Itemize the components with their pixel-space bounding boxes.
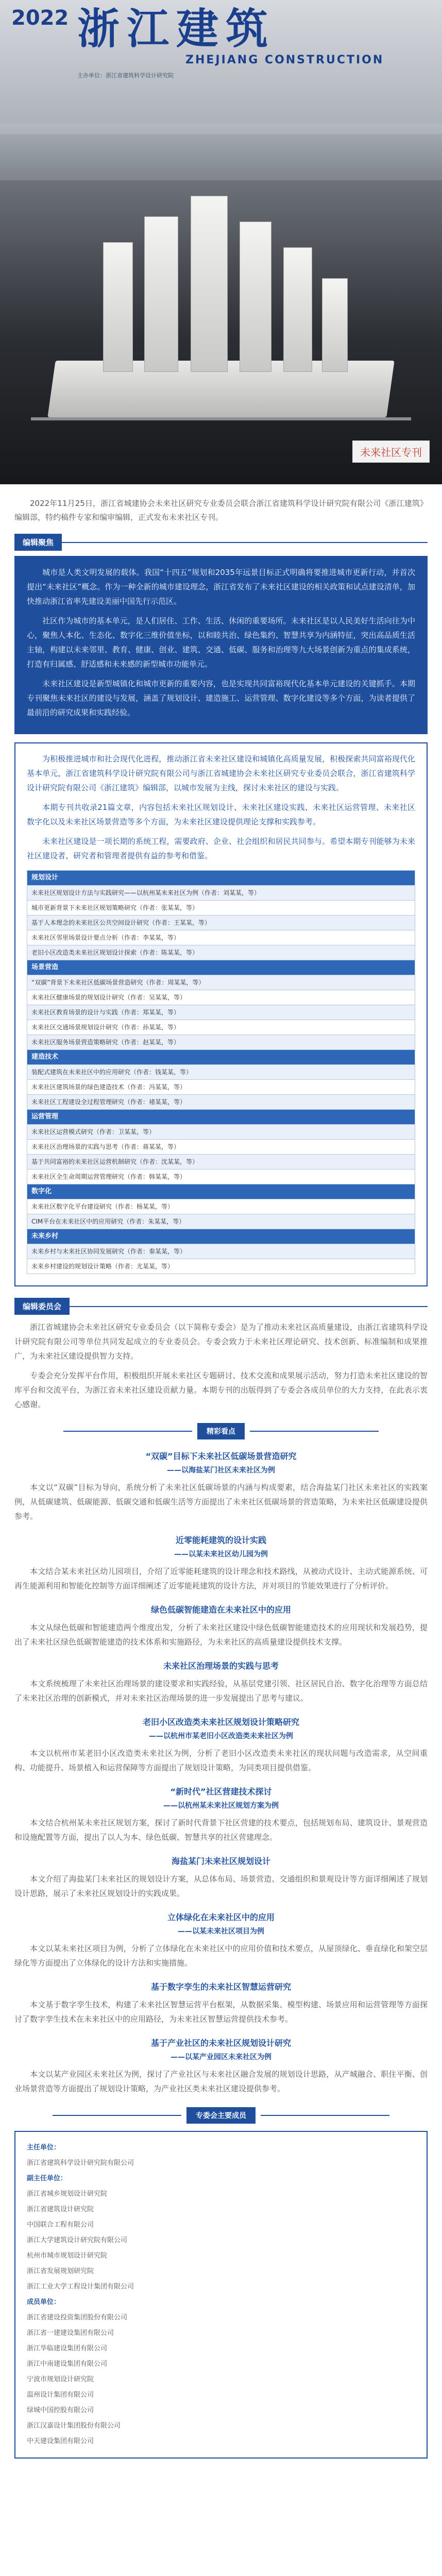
toc-item-row — [27, 990, 415, 1005]
toc-item: 基于人本理念的未来社区公共空间设计研究（作者：王某某，等） — [27, 916, 415, 930]
toc-item: “双碳”背景下未来社区低碳场景营造研究（作者：周某某，等） — [27, 975, 415, 990]
article-summary: 本文以某未来社区项目为例，分析了立体绿化在未来社区中的应用价值和技术要点，从屋顶绿化、垂直绿化和架空层绿化等方面提出了立体绿化的设计方法和实施措施。 — [14, 1944, 428, 1968]
toc-item-row — [27, 1214, 415, 1229]
article-title: “双碳”目标下未来社区低碳场景营造研究 — [145, 1451, 297, 1461]
member-unit-line: 浙江省建筑设计研究院 — [27, 2206, 94, 2213]
model-tower — [283, 247, 312, 372]
toc-item: 未来社区交通场景规划设计研究（作者：孙某某，等） — [27, 1020, 415, 1035]
divider-line — [250, 1431, 379, 1432]
toc-group-name: 未来乡村 — [27, 1229, 415, 1244]
toc-group-name: 运营管理 — [27, 1110, 415, 1125]
model-tower — [144, 216, 178, 372]
member-units-title: 主任单位： — [27, 2144, 61, 2151]
article-title: 绿色低碳智能建造在未来社区中的应用 — [150, 1605, 291, 1615]
toc-item: 未来社区邻里场景设计要点分析（作者：李某某，等） — [27, 930, 415, 945]
toc-body — [27, 871, 415, 1274]
preface-paragraph: 未来社区建设是一项长期的系统工程，需要政府、企业、社会组织和居民共同参与。希望本期专刊能够为未来社区建设者、研究者和管理者提供有益的参考和借鉴。 — [27, 837, 415, 860]
toc-group-row — [27, 1229, 415, 1244]
member-unit-line: 浙江省城乡规划设计研究院 — [27, 2190, 108, 2198]
toc-item-row — [27, 1065, 415, 1080]
special-issue-tag: 未来社区专刊 — [352, 440, 430, 463]
toc-item: 未来社区建筑场景的绿色建造技术（作者：冯某某，等） — [27, 1080, 415, 1095]
member-unit-line: 浙江省一建建设集团有限公司 — [27, 2329, 114, 2337]
member-unit-line: 浙江汉嘉设计集团股份有限公司 — [27, 2422, 121, 2430]
member-unit-line: 绿城中国控股有限公司 — [27, 2406, 94, 2414]
toc-item-row — [27, 1035, 415, 1050]
article-summary: 本文结合某未来社区幼儿园项目，介绍了近零能耗建筑的设计理念和技术路线，从被动式设计、主动式能源系统、可再生能源利用和智能化控制等方面详细阐述了近零能耗建筑的设计方法，并对项目的节能效果进行了分析评价。 — [14, 1567, 428, 1590]
article-title: 基于产业社区的未来社区规划设计研究 — [150, 2038, 291, 2048]
toc-item: 未来社区治理场景的实践与思考（作者：蒋某某，等） — [27, 1140, 415, 1155]
article-title: 海盐某门未来社区规划设计 — [171, 1856, 270, 1866]
intro-paragraph: 2022年11月25日，浙江省城建协会未来社区研究专业委员会联合浙江省建筑科学设计研究院有限公司《浙江建筑》编辑部，特约稿件专家和编审编辑，正式发布未来社区专刊。 — [14, 499, 428, 522]
article-summary: 本文结合杭州某未来社区规划方案，探讨了新时代背景下社区营建的技术要点，包括规划布局、建筑设计、景观营造和设施配置等方面，提出了以人为本、绿色低碳、智慧共享的社区营建理念。 — [14, 1818, 428, 1842]
table-of-contents — [27, 870, 415, 1274]
toc-group-row — [27, 1110, 415, 1125]
toc-item: 装配式建筑在未来社区中的应用研究（作者：钱某某，等） — [27, 1065, 415, 1080]
model-tower — [103, 242, 133, 372]
member-unit-line: 浙江省发展规划研究院 — [27, 2267, 94, 2275]
toc-item-row — [27, 930, 415, 945]
article-title: 未来社区治理场景的实践与思考 — [163, 1661, 279, 1671]
member-unit-line: 成员单位： — [27, 2298, 61, 2306]
magazine-subtitle: ZHEJIANG CONSTRUCTION — [185, 54, 384, 66]
editor-focus-box — [14, 556, 428, 734]
toc-group-row — [27, 1050, 415, 1065]
member-unit-line: 温州设计集团有限公司 — [27, 2391, 94, 2399]
toc-item-row — [27, 1080, 415, 1095]
member-unit-line: 中国联合工程有限公司 — [27, 2221, 94, 2229]
toc-item: 未来社区教育场景的设计与实践（作者：郑某某，等） — [27, 1005, 415, 1020]
preface-paragraph: 本期专刊共收录21篇文章，内容包括未来社区规划设计、未来社区建设实践、未来社区运营管理、未来社区数字化以及未来社区场景营造等多个方面，为未来社区建设提供理论支撑和实践参考。 — [27, 803, 415, 826]
section-header-editor-focus — [14, 534, 428, 551]
member-unit-line: 副主任单位： — [27, 2175, 67, 2182]
toc-item: 未来社区工程建设全过程管理研究（作者：褚某某，等） — [27, 1095, 415, 1110]
section-rule — [70, 1306, 428, 1307]
content-wrap — [0, 497, 442, 2469]
toc-item-row — [27, 1244, 415, 1259]
toc-item: 基于共同富裕的未来社区运营机制研究（作者：沈某某，等） — [27, 1155, 415, 1170]
section-header-committee — [14, 1298, 428, 1315]
cover-hero — [0, 0, 442, 484]
toc-item-row — [27, 1095, 415, 1110]
article-title: 近零能耗建筑的设计实践 — [175, 1535, 266, 1545]
article-subtitle: ——以杭州市某老旧小区改造类未来社区为例 — [149, 1732, 293, 1740]
exhibition-railing — [31, 417, 411, 420]
article-subtitle: ——以某产业园区未来社区为例 — [171, 2053, 271, 2061]
toc-item: CIM平台在未来社区中的应用研究（作者：朱某某，等） — [27, 1214, 415, 1229]
toc-item-row — [27, 975, 415, 990]
committee-paragraph: 浙江省城建协会未来社区研究专业委员会（以下简称专委会）是为了推动未来社区高质量建设，由浙江省建筑科学设计研究院有限公司等单位共同发起成立的专业委员会。专委会致力于未来社区理论研究、技术创新、标准编制和成果推广，为未来社区建设提供智力支持。 — [14, 1323, 428, 1361]
toc-item-row — [27, 1020, 415, 1035]
toc-group-name: 建造技术 — [27, 1050, 415, 1065]
toc-item-row — [27, 1199, 415, 1214]
toc-item-row — [27, 1259, 415, 1274]
toc-item: 未来社区数字化平台建设研究（作者：杨某某，等） — [27, 1199, 415, 1214]
article-title: 基于数字孪生的未来社区智慧运营研究 — [150, 1982, 291, 1992]
article-summary: 本文以“双碳”目标为导向，系统分析了未来社区低碳场景的内涵与构成要素，结合海盐某门社区未来社区的实践案例，从低碳建筑、低碳能源、低碳交通和低碳生活等方面提出了未来社区低碳场景的营造策略，为未来社区低碳建设提供参考。 — [14, 1483, 428, 1521]
toc-group-row — [27, 1184, 415, 1199]
units-divider — [14, 2107, 428, 2124]
model-tower — [240, 222, 271, 372]
committee-paragraph: 专委会充分发挥平台作用，积极组织开展未来社区专题研讨、技术交流和成果展示活动，努力打造未来社区建设的智库平台和交流平台，为浙江省未来社区建设贡献力量。本期专刊的出版得到了专委会各成员单位的大力支持，在此表示衷心感谢。 — [14, 1371, 428, 1409]
divider-line — [63, 1431, 192, 1432]
member-units-box — [14, 2131, 428, 2459]
toc-item-row — [27, 1170, 415, 1184]
member-unit-line: 杭州市城市规划设计研究院 — [27, 2252, 108, 2260]
article-title: 老旧小区改造类未来社区规划设计策略研究 — [142, 1717, 299, 1727]
toc-item: 未来乡村建设的规划设计策略（作者：尤某某，等） — [27, 1259, 415, 1274]
article-subtitle: ——以某未来社区项目为例 — [178, 1927, 264, 1936]
article-summary: 本文介绍了海盐某门未来社区的规划设计方案，从总体布局、场景营造、交通组织和景观设计等方面详细阐述了规划设计思路，展示了未来社区规划设计的实践成果。 — [14, 1874, 428, 1898]
divider-line — [53, 2115, 181, 2116]
toc-item: 老旧小区改造类未来社区规划设计探索（作者：陈某某，等） — [27, 945, 415, 960]
issue-year-block — [11, 7, 69, 29]
editor-focus-paragraph: 城市是人类文明发展的载体。我国“十四五”规划和2035年远景目标正式明确将要推进城市更新行动，并首次提出“未来社区”概念。作为一种全新的城市建设理念，浙江省发布了未来社区建设的相关政策和试点建设清单，加快推动浙江省率先建设美丽中国先行示范区。 — [27, 568, 415, 606]
toc-item-row — [27, 1155, 415, 1170]
toc-item: 未来社区规划设计方法与实践研究——以杭州某未来社区为例（作者：刘某某，等） — [27, 886, 415, 901]
article-subtitle: ——以海盐某门社区未来社区为例 — [167, 1466, 275, 1475]
article-summary: 本文从绿色低碳和智能建造两个维度出发，分析了未来社区建设中绿色低碳智能建造技术的应用现状和发展趋势，提出了未来社区绿色低碳智能建造的技术体系和实施路径，为未来社区的高质量建设提供技术支撑。 — [14, 1623, 428, 1647]
toc-item: 未来社区运营模式研究（作者：卫某某，等） — [27, 1125, 415, 1140]
member-units-list — [27, 2156, 415, 2449]
toc-item: 未来乡村与未来社区协同发展研究（作者：秦某某，等） — [27, 1244, 415, 1259]
toc-group-name: 场景营造 — [27, 960, 415, 975]
member-unit-line: 宁波市规划设计研究院 — [27, 2376, 94, 2383]
article-title: 立体绿化在未来社区中的应用 — [167, 1912, 275, 1922]
highlights-badge: 精彩看点 — [197, 1423, 245, 1439]
toc-item: 未来社区服务场景营造策略研究（作者：赵某某，等） — [27, 1035, 415, 1050]
article-title: “新时代”社区营建技术探讨 — [170, 1787, 272, 1797]
toc-item-row — [27, 916, 415, 930]
cover-glass-band — [0, 170, 442, 180]
toc-item-row — [27, 1140, 415, 1155]
cover-ceiling — [0, 124, 442, 170]
article-subtitle: ——以杭州某未来社区规划方案为例 — [163, 1802, 279, 1810]
member-unit-line: 浙江华临建设集团有限公司 — [27, 2345, 108, 2352]
toc-item-row — [27, 901, 415, 916]
preface-box — [14, 742, 428, 1286]
article-summary: 本文系统梳理了未来社区治理场景的建设要求和实践经验，从基层党建引领、社区居民自治、数字化治理等方面总结了未来社区治理的创新模式，并对未来社区治理场景的进一步发展提出了思考与建议。 — [14, 1679, 428, 1703]
magazine-title: 浙江建筑 — [77, 4, 276, 54]
member-unit-line: 浙江工业大学工程设计集团有限公司 — [27, 2283, 134, 2291]
issue-year: 2022 — [11, 6, 69, 30]
article-summary: 本文以某产业园区未来社区为例，探讨了产业社区与未来社区融合发展的规划设计思路，从产城融合、职住平衡、创业场景营造等方面提出了规划设计策略，为产业社区类未来社区建设提供参考。 — [14, 2070, 428, 2093]
member-unit-line: 浙江省建筑科学设计研究院有限公司 — [27, 2159, 134, 2167]
editor-focus-paragraph: 未来社区建设是新型城镇化和城市更新的重要内容，也是实现共同富裕现代化基本单元建设的关键抓手。本期专刊聚焦未来社区的建设与发展，涵盖了规划设计、建造施工、运营管理、数字化建设等多个方面，为读者提供了最前沿的研究成果和实践经验。 — [27, 679, 415, 717]
article-summary: 本文基于数字孪生技术，构建了未来社区智慧运营平台框架，从数据采集、模型构建、场景应用和运营管理等方面探讨了数字孪生技术在未来社区中的应用路径，为未来社区智慧运营提供技术参考。 — [14, 2000, 428, 2024]
toc-item: 未来社区健康场景的规划设计研究（作者：吴某某，等） — [27, 990, 415, 1005]
member-unit-line: 浙江大学建筑设计研究院有限公司 — [27, 2236, 128, 2244]
article-subtitle: ——以某未来社区幼儿园为例 — [174, 1550, 268, 1558]
article-summary: 本文以杭州市某老旧小区改造类未来社区为例，分析了老旧小区改造类未来社区的现状问题与改造需求，从空间重构、功能提升、场景植入和运营保障等方面提出了规划设计策略，为同类项目提供借鉴。 — [14, 1749, 428, 1772]
divider-line — [261, 2115, 389, 2116]
toc-group-name: 规划设计 — [27, 871, 415, 886]
preface-paragraph: 为积极推进城市和社会现代化进程，推动浙江省未来社区建设和城镇化高质量发展，积极探索共同富裕现代化基本单元，浙江省建筑科学设计研究院有限公司与浙江省城建协会未来社区研究专业委员会联合，浙江省建筑科学设计研究院有限公司《浙江建筑》编辑部，以城市发展为主线，探讨未来社区的建设与实践。 — [27, 754, 415, 792]
model-tower — [322, 278, 348, 372]
toc-item: 城市更新背景下未来社区规划策略研究（作者：张某某，等） — [27, 901, 415, 916]
member-unit-line: 浙江省建设投资集团股份有限公司 — [27, 2314, 128, 2321]
editor-focus-paragraph: 社区作为城市的基本单元，是人们居住、工作、生活、休闲的重要场所。未来社区是以人民美好生活向往为中心，聚焦人本化、生态化、数字化三维价值坐标，以和睦共治、绿色集约、智慧共享为内涵特征，突出高品质生活主轴，构建以未来邻里、教育、健康、创业、建筑、交通、低碳、服务和治理等九大场景创新为重点的集成系统，打造有归属感、舒适感和未来感的新型城市功能单元。 — [27, 616, 415, 669]
section-label: 编辑委员会 — [14, 1298, 70, 1315]
units-badge: 专委会主要成员 — [186, 2107, 256, 2124]
model-tower — [191, 196, 228, 372]
section-rule — [62, 542, 428, 543]
toc-group-name: 数字化 — [27, 1184, 415, 1199]
magazine-meta: 主办单位：浙江省建筑科学设计研究院 — [77, 72, 174, 79]
highlights-divider — [14, 1423, 428, 1439]
toc-item-row — [27, 945, 415, 960]
section-label: 编辑聚焦 — [14, 534, 62, 551]
member-unit-line: 中天建设集团有限公司 — [27, 2437, 94, 2445]
toc-group-row — [27, 960, 415, 975]
toc-item-row — [27, 886, 415, 901]
footer-spacer — [14, 2459, 428, 2469]
toc-item-row — [27, 1005, 415, 1020]
toc-item-row — [27, 1125, 415, 1140]
member-unit-line: 浙江中南建设集团有限公司 — [27, 2360, 108, 2368]
toc-item: 未来社区全生命周期运营管理研究（作者：韩某某，等） — [27, 1170, 415, 1184]
highlight-articles — [14, 1450, 428, 2096]
toc-group-row — [27, 871, 415, 886]
